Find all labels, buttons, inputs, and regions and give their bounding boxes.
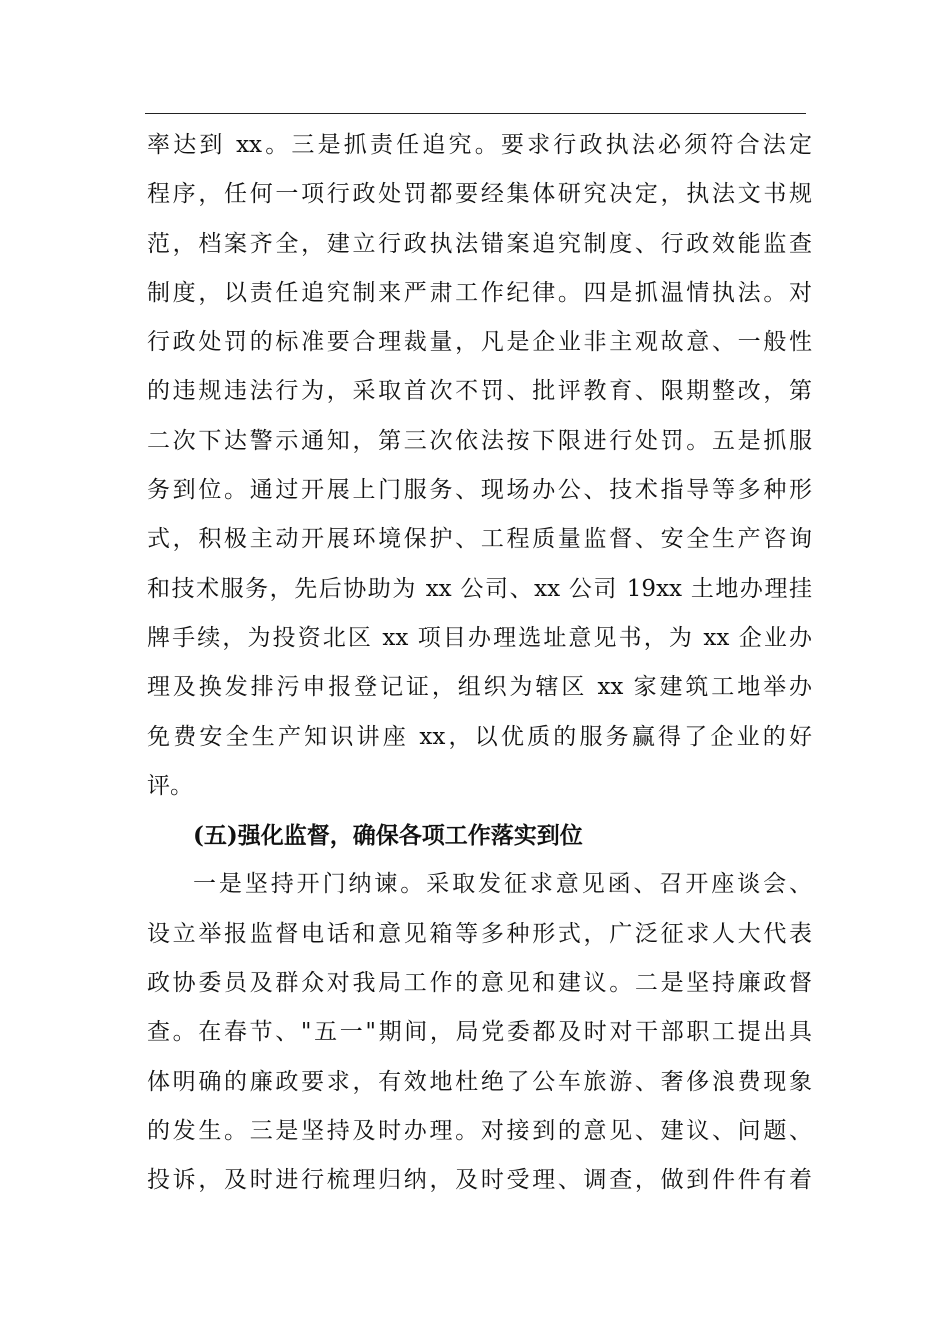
- text-line: 的发生。三是坚持及时办理。对接到的意见、建议、问题、: [147, 1117, 812, 1144]
- text-line: 程序，任何一项行政处罚都要经集体研究决定，执法文书规: [147, 181, 812, 208]
- paragraph-2: [147, 860, 812, 1205]
- text-line: 二次下达警示通知，第三次依法按下限进行处罚。五是抓服: [147, 427, 812, 454]
- text-line: 设立举报监督电话和意见箱等多种形式，广泛征求人大代表: [147, 920, 812, 947]
- text-line: 一是坚持开门纳谏。采取发征求意见函、召开座谈会、: [193, 871, 812, 898]
- text-line: 牌手续，为投资北区 xx 项目办理选址意见书，为 xx 企业办: [147, 624, 812, 651]
- text-line: 查。在春节、"五一"期间，局党委都及时对干部职工提出具: [147, 1019, 812, 1046]
- text-line: 和技术服务，先后协助为 xx 公司、xx 公司 19xx 土地办理挂: [147, 575, 812, 602]
- text-line: 制度，以责任追究制来严肃工作纪律。四是抓温情执法。对: [147, 279, 812, 306]
- text-line: 范，档案齐全，建立行政执法错案追究制度、行政效能监查: [147, 230, 812, 257]
- text-line: 政协委员及群众对我局工作的意见和建议。二是坚持廉政督: [147, 970, 812, 997]
- header-rule: [145, 113, 806, 114]
- text-line: 免费安全生产知识讲座 xx，以优质的服务赢得了企业的好: [147, 723, 812, 750]
- section-heading: (五)强化监督，确保各项工作落实到位: [193, 822, 583, 850]
- text-line: 体明确的廉政要求，有效地杜绝了公车旅游、奢侈浪费现象: [147, 1068, 812, 1095]
- text-line: 理及换发排污申报登记证，组织为辖区 xx 家建筑工地举办: [147, 674, 812, 701]
- text-line: 行政处罚的标准要合理裁量，凡是企业非主观故意、一般性: [147, 329, 812, 356]
- text-line: 率达到 xx。三是抓责任追究。要求行政执法必须符合法定: [147, 132, 812, 158]
- paragraph-1: [147, 121, 812, 811]
- document-body: [147, 121, 812, 1206]
- text-line: 评。: [147, 772, 193, 799]
- text-line: 务到位。通过开展上门服务、现场办公、技术指导等多种形: [147, 477, 812, 504]
- text-line: 式，积极主动开展环境保护、工程质量监督、安全生产咨询: [147, 526, 812, 553]
- text-line: 投诉，及时进行梳理归纳，及时受理、调查，做到件件有着: [147, 1167, 812, 1194]
- text-line: 的违规违法行为，采取首次不罚、批评教育、限期整改，第: [147, 378, 812, 405]
